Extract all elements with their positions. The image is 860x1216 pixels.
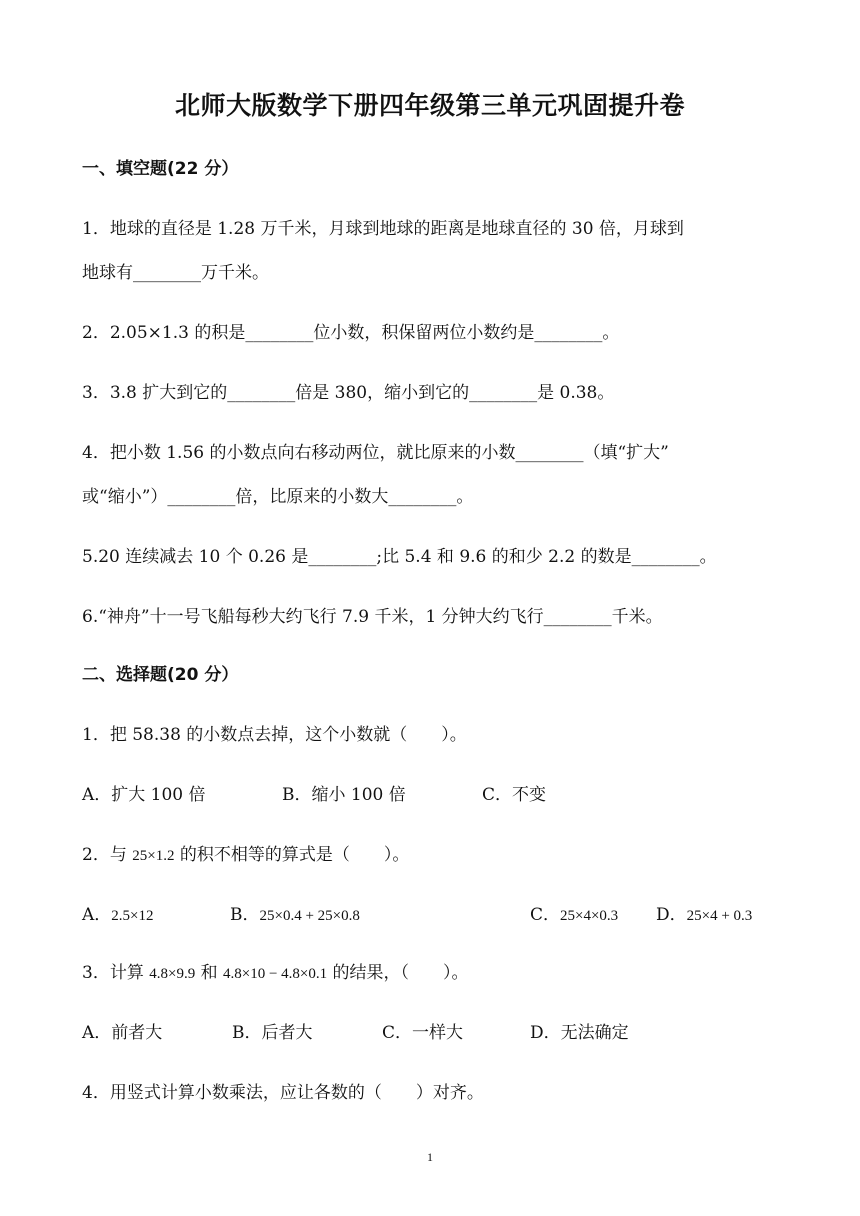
section-choice-heading: 二、选择题(20 分）	[82, 665, 239, 685]
choice-q3-option-d: D．无法确定	[530, 1023, 629, 1043]
choice-q2-option-a-expr: 2.5×12	[111, 908, 154, 924]
choice-q3-stem-post: 的结果，（ ）。	[327, 963, 469, 983]
choice-q2-stem-expr: 25×1.2	[132, 848, 175, 864]
choice-q2-option-d-label: D．	[656, 905, 687, 925]
document-title: 北师大版数学下册四年级第三单元巩固提升卷	[174, 91, 685, 120]
fill-q2: 2．2.05×1.3 的积是________位小数，积保留两位小数约是________。	[82, 323, 620, 343]
fill-q4-line1: 4．把小数 1.56 的小数点向右移动两位，就比原来的小数________（填“扩大”	[82, 443, 669, 463]
choice-q1-option-a: A．扩大 100 倍	[82, 785, 206, 805]
choice-q3-stem	[82, 958, 469, 983]
choice-q3-option-c: C．一样大	[382, 1023, 464, 1043]
fill-q3: 3．3.8 扩大到它的________倍是 380，缩小到它的________是 0.38。	[82, 383, 615, 403]
choice-q2-option-b-expr: 25×0.4 + 25×0.8	[259, 908, 360, 924]
choice-q2-option-d	[656, 900, 752, 925]
choice-q3-option-a: A．前者大	[82, 1023, 163, 1043]
choice-q3-stem-mid: 和	[195, 963, 224, 983]
choice-q2-option-a-label: A．	[82, 905, 112, 925]
choice-q2-option-c	[530, 900, 618, 925]
choice-q2-option-b	[230, 900, 360, 925]
choice-q3-stem-expr1: 4.8×9.9	[149, 966, 196, 982]
page-number: 1	[427, 1150, 433, 1164]
fill-q1-line1: 1．地球的直径是 1.28 万千米，月球到地球的距离是地球直径的 30 倍，月球到	[82, 219, 684, 239]
choice-q2-option-d-expr: 25×4 + 0.3	[686, 908, 753, 924]
choice-q2-option-c-label: C．	[530, 905, 561, 925]
choice-q3-stem-expr2: 4.8×10 − 4.8×0.1	[223, 966, 328, 982]
fill-q5: 5.20 连续减去 10 个 0.26 是________;比 5.4 和 9.6 的和少 2.2 的数是________。	[82, 547, 717, 567]
choice-q3-stem-pre: 3．计算	[82, 963, 150, 983]
choice-q2-stem-pre: 2．与	[82, 845, 133, 865]
fill-q6: 6.“神舟”十一号飞船每秒大约飞行 7.9 千米，1 分钟大约飞行________千米。	[82, 607, 663, 627]
choice-q1-option-c: C．不变	[482, 785, 547, 805]
choice-q2-stem	[82, 840, 409, 865]
choice-q2-option-c-expr: 25×4×0.3	[560, 908, 619, 924]
choice-q4-stem: 4．用竖式计算小数乘法，应让各数的（ ）对齐。	[82, 1083, 484, 1103]
choice-q1-option-b: B．缩小 100 倍	[282, 785, 406, 805]
choice-q1-stem: 1．把 58.38 的小数点去掉，这个小数就（ ）。	[82, 725, 467, 745]
choice-q2-option-a	[82, 900, 154, 925]
fill-q4-line2: 或“缩小”）________倍，比原来的小数大________。	[82, 487, 474, 507]
choice-q2-option-b-label: B．	[230, 905, 260, 925]
section-fill-in-heading: 一、填空题(22 分）	[82, 159, 239, 179]
choice-q3-option-b: B．后者大	[232, 1023, 313, 1043]
fill-q1-line2: 地球有________万千米。	[82, 263, 269, 283]
choice-q2-stem-post: 的积不相等的算式是（ ）。	[174, 845, 410, 865]
